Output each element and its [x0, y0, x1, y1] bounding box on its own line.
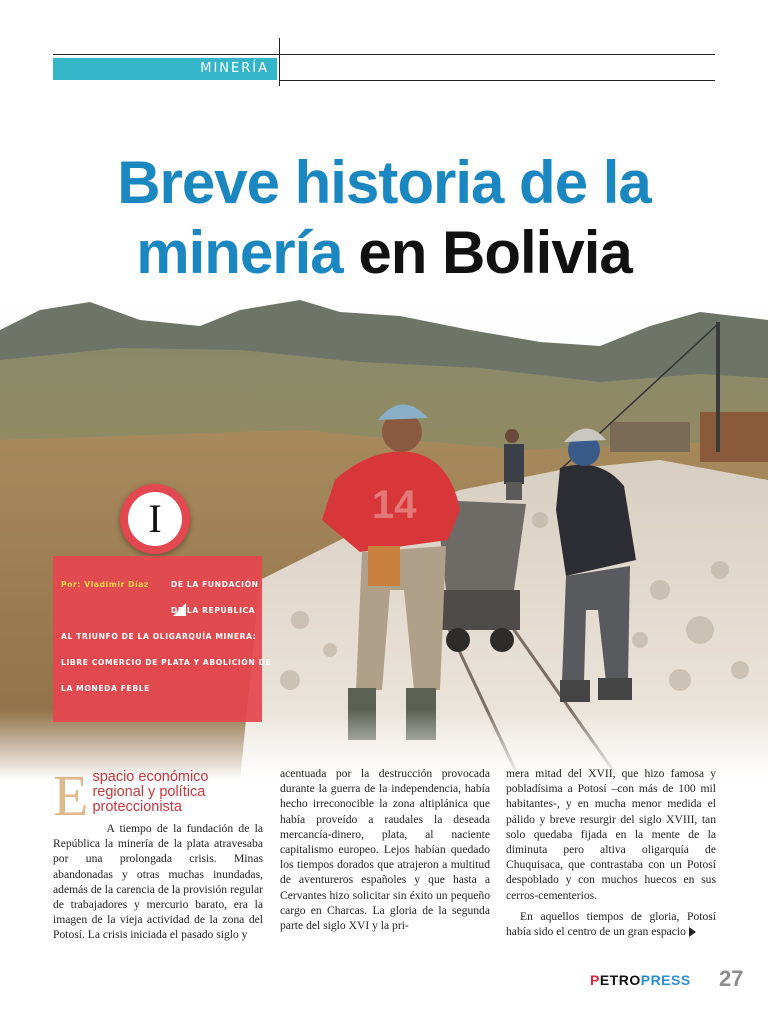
header-rule-top	[53, 54, 715, 55]
byline-author: Vladimir Díaz	[84, 580, 150, 589]
chapter-line-3: AL TRIUNFO DE LA OLIGARQUÍA MINERA:	[61, 632, 257, 641]
logo-letters-etro: ETRO	[599, 972, 641, 988]
page-number: 27	[719, 966, 744, 991]
chapter-line-4: LIBRE COMERCIO DE PLATA Y ABOLICIÓN DE	[61, 658, 272, 667]
section-label: MINERÍA	[53, 58, 277, 80]
title-word-mineria: minería	[136, 219, 343, 286]
article-paragraph-2: acentuada por la destrucción provocada durante la guerra de la independencia, había hecho irreconocible la zona altiplánica que había proveído a raudales la deseada mercancía-dinero, plata, al naciente capitalismo europeo. Lejos habían quedado los tiempos dorados que atrajeron a multitud de aventureros españoles y que hasta a Cervantes hizo solicitar sin éxito un pequeño cargo en Charcas. La gloria de la segunda parte del siglo XVI y la pri-	[280, 767, 490, 933]
drop-cap: E	[53, 763, 89, 828]
header-rule-bottom	[280, 80, 715, 81]
title-words-en-bolivia: en Bolivia	[358, 219, 632, 286]
chapter-line-2: DE LA REPÚBLICA	[171, 606, 256, 615]
petropress-logo	[590, 972, 691, 988]
article-column-3	[506, 766, 716, 939]
article-column-1	[53, 763, 263, 943]
svg-text:14: 14	[372, 483, 417, 527]
arrow-right-icon	[689, 927, 696, 937]
article-paragraph-1: A tiempo de la fundación de la República la minería de la plata atravesaba por una prolongada crisis. Minas abandonadas y otras muchas inundadas, además de la carencia de la provisión regular de trabajadores y mercurio barato, era la imagen de la vieja actividad de la zona del Potosí. La crisis iniciada el pasado siglo y	[53, 822, 263, 942]
chapter-initial: I	[128, 492, 182, 546]
article-paragraph-3: mera mitad del XVII, que hizo famosa y pobladísima a Potosí –con más de 100 mil habitantes-, y en mucha menor medida el pálido y breve resurgir del siglo XVIII, tan solo quedaba fijada en la mente de la diminuta pero altiva oligarquía de Chuquisaca, que contrastaba con un Potosí despoblado y con muchos huecos en sus cerros-cementerios.	[506, 767, 716, 902]
article-title-line1: Breve historia de la	[117, 149, 651, 216]
chapter-badge	[120, 484, 190, 554]
logo-letter-p: P	[590, 972, 600, 988]
chapter-line-1: DE LA FUNDACIÓN	[171, 580, 259, 589]
logo-letters-press: PRESS	[640, 972, 691, 988]
article-paragraph-4-text: En aquellos tiempos de gloria, Potosí había sido el centro de un gran espacio	[506, 909, 716, 939]
article-paragraph-4	[506, 909, 716, 939]
chapter-infobox	[53, 556, 272, 722]
byline-prefix: Por:	[61, 580, 81, 589]
header-rule-vertical	[279, 38, 280, 86]
byline	[61, 580, 149, 589]
article-column-2	[280, 766, 490, 933]
article-subhead: spacio económico regional y política proteccionista	[92, 769, 209, 815]
chapter-line-5: LA MONEDA FEBLE	[61, 684, 150, 693]
article-title-line2	[0, 218, 768, 287]
